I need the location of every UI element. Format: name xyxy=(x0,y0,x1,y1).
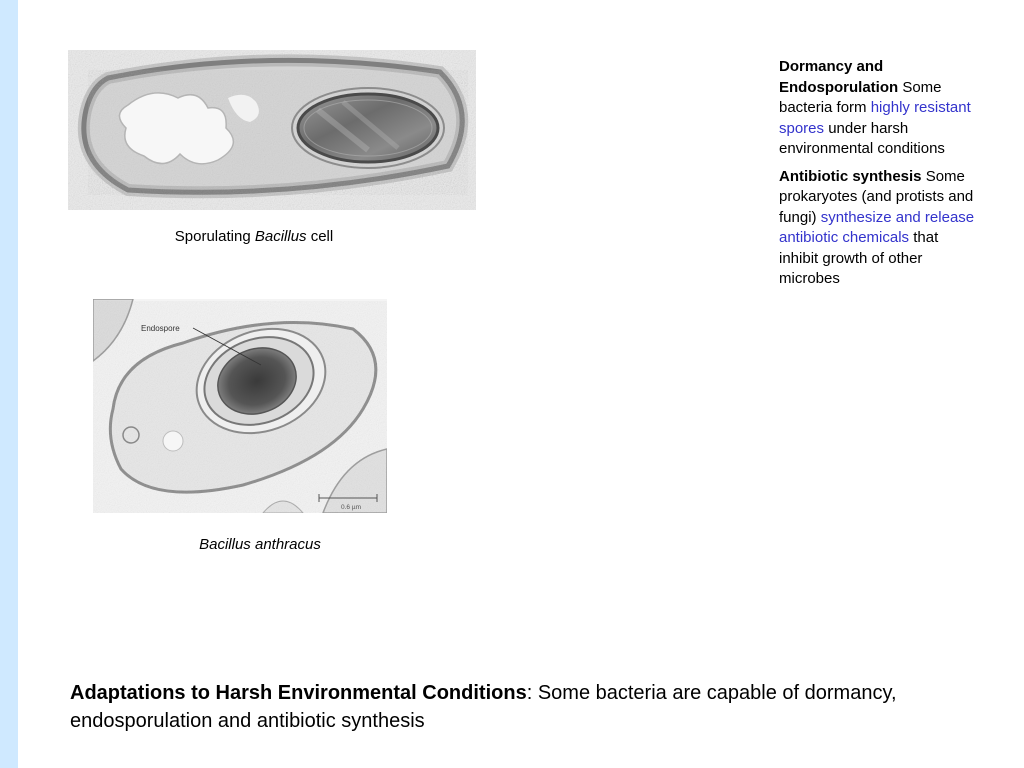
scale-bar-label: 0.6 µm xyxy=(341,504,362,511)
side-note-highlight: synthesize and release antibiotic chemicals xyxy=(779,208,975,246)
sporulating-bacillus-micrograph xyxy=(68,50,476,210)
side-note-heading: Antibiotic synthesis xyxy=(779,167,922,185)
caption-suffix: cell xyxy=(306,228,334,245)
figure-caption-sporulating xyxy=(68,228,440,245)
caption-prefix: Sporulating xyxy=(174,228,255,245)
endospore-label: Endospore xyxy=(141,324,180,333)
left-accent-bar xyxy=(0,0,18,768)
bacillus-anthracis-micrograph xyxy=(93,299,387,513)
side-note-dormancy xyxy=(779,57,979,160)
summary-text xyxy=(70,679,950,735)
side-note-text: Some bacteria form xyxy=(779,78,942,116)
side-note-text: that inhibit growth of other microbes xyxy=(779,229,939,287)
side-note-text: under harsh environmental conditions xyxy=(779,119,945,157)
side-note-text: Some prokaryotes (and protists and fungi) xyxy=(779,167,974,226)
side-note-heading: Dormancy and Endosporulation xyxy=(779,58,899,96)
summary-title: Adaptations to Harsh Environmental Conditions xyxy=(70,682,527,704)
side-note-highlight: highly resistant spores xyxy=(779,99,971,137)
caption-italic: Bacillus xyxy=(254,228,307,245)
summary-body: : Some bacteria are capable of dormancy, endosporulation and antibiotic synthesis xyxy=(70,682,897,732)
figure-caption-anthracus: Bacillus anthracus xyxy=(199,536,321,553)
side-notes xyxy=(779,57,979,297)
side-note-antibiotic xyxy=(779,167,979,290)
